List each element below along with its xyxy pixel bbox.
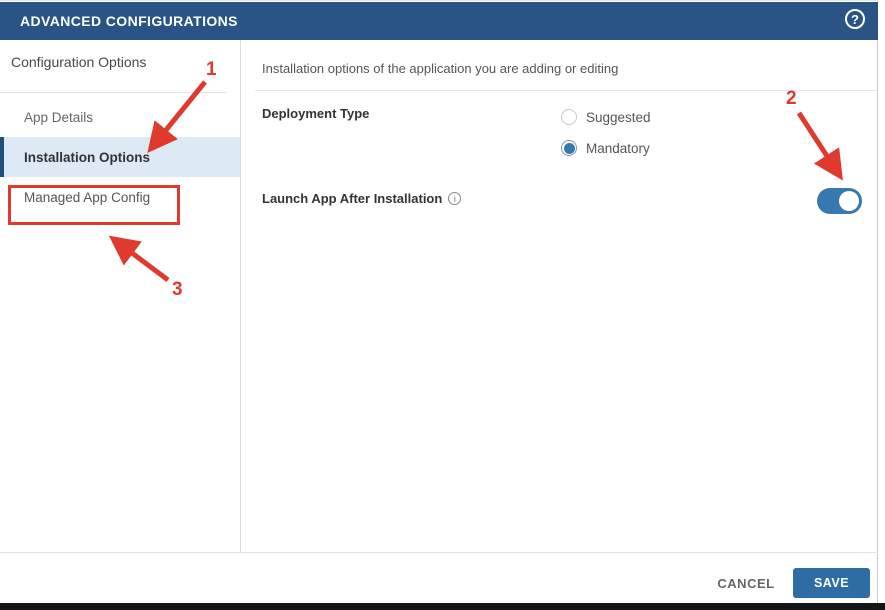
annotation-number-1: 1: [206, 59, 217, 80]
radio-mandatory[interactable]: [561, 140, 650, 156]
sidebar-content-divider: [240, 40, 241, 552]
sidebar-item-installation-options[interactable]: [0, 137, 240, 177]
help-icon[interactable]: [845, 9, 865, 29]
annotation-number-3: 3: [172, 279, 183, 300]
launch-after-install-text: Launch App After Installation: [262, 191, 443, 206]
radio-circle-checked-icon[interactable]: [561, 140, 577, 156]
annotation-number-2: 2: [786, 88, 797, 109]
section-divider: [255, 90, 877, 91]
sidebar-item-managed-app-config[interactable]: [0, 177, 240, 217]
radio-label: Mandatory: [586, 140, 650, 156]
toggle-knob: [839, 191, 859, 211]
help-icon-glyph: ?: [851, 11, 859, 27]
sidebar-item-label: Managed App Config: [24, 189, 151, 205]
sidebar-item-label: App Details: [24, 109, 94, 125]
info-icon-glyph: i: [453, 193, 456, 204]
launch-after-install-toggle[interactable]: [817, 188, 862, 214]
section-description: Installation options of the application you are adding or editing: [262, 61, 619, 76]
save-button[interactable]: SAVE: [793, 568, 870, 598]
sidebar-item-app-details[interactable]: [0, 97, 240, 137]
sidebar-item-label: Installation Options: [24, 149, 151, 165]
info-icon[interactable]: [448, 192, 461, 205]
radio-label: Suggested: [586, 109, 651, 125]
launch-after-install-label: [262, 191, 461, 206]
radio-suggested[interactable]: [561, 109, 651, 125]
footer-divider: [0, 552, 878, 553]
deployment-type-label: Deployment Type: [262, 106, 370, 121]
sidebar-heading: Configuration Options: [11, 54, 147, 70]
dialog-titlebar: [0, 2, 878, 40]
bottom-border-bar: [0, 603, 885, 610]
dialog-title: ADVANCED CONFIGURATIONS: [20, 13, 238, 29]
cancel-button[interactable]: CANCEL: [715, 568, 777, 598]
sidebar-heading-divider: [0, 92, 226, 93]
radio-circle-unchecked-icon[interactable]: [561, 109, 577, 125]
